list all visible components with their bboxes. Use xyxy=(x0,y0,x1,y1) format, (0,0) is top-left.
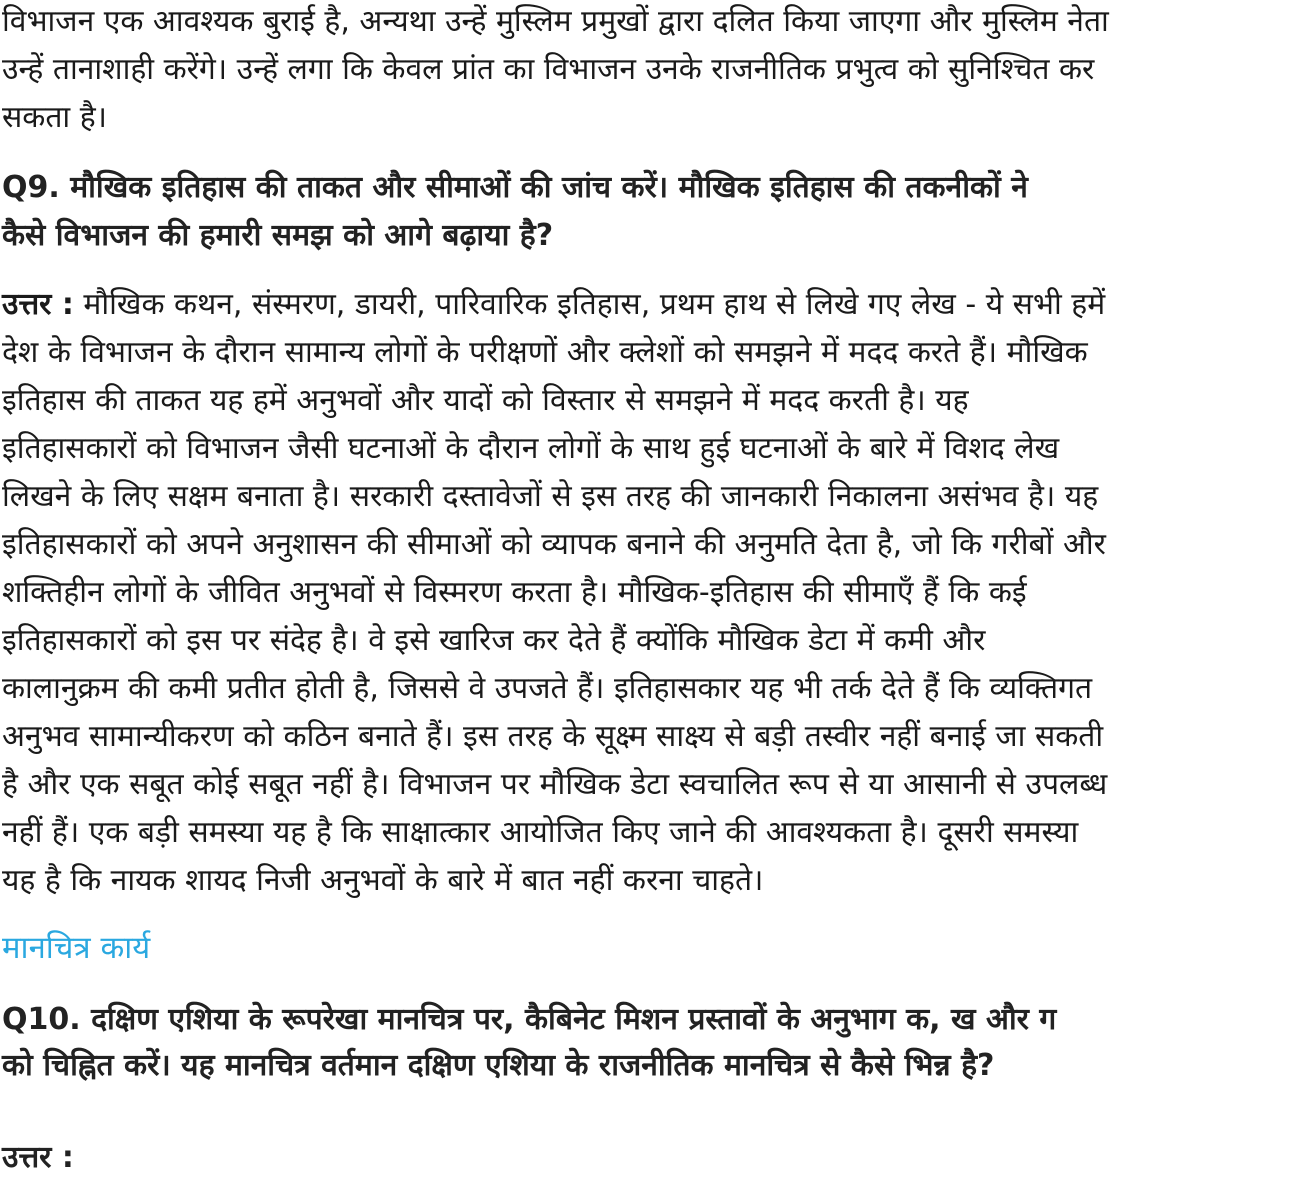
paragraph-line: उन्हें तानाशाही करेंगे। उन्हें लगा कि केवल प्रांत का विभाजन उनके राजनीतिक प्रभुत्व को सुनिश्चित कर xyxy=(2,52,1095,87)
answer-line: लिखने के लिए सक्षम बनाता है। सरकारी दस्तावेजों से इस तरह की जानकारी निकालना असंभव है। यह xyxy=(2,479,1099,514)
answer-9-first-line xyxy=(2,285,1105,325)
answer-line: अनुभव सामान्यीकरण को कठिन बनाते हैं। इस तरह के सूक्ष्म साक्ष्य से बड़ी तस्वीर नहीं बनाई जा सकती xyxy=(2,719,1104,754)
answer-label: उत्तर : xyxy=(2,287,74,322)
paragraph-line: विभाजन एक आवश्यक बुराई है, अन्यथा उन्हें मुस्लिम प्रमुखों द्वारा दलित किया जाएगा और मुस्लिम नेता xyxy=(2,4,1109,39)
question-10-line: Q10. दक्षिण एशिया के रूपरेखा मानचित्र पर, कैबिनेट मिशन प्रस्तावों के अनुभाग क, ख और ग xyxy=(2,1002,1057,1037)
answer-line: देश के विभाजन के दौरान सामान्य लोगों के परीक्षणों और क्लेशों को समझने में मदद करते हैं। मौखिक xyxy=(2,335,1088,370)
question-10-line: को चिह्नित करें। यह मानचित्र वर्तमान दक्षिण एशिया के राजनीतिक मानचित्र से कैसे भिन्न है? xyxy=(2,1048,995,1083)
answer-line: यह है कि नायक शायद निजी अनुभवों के बारे में बात नहीं करना चाहते। xyxy=(2,863,764,898)
answer-line: शक्तिहीन लोगों के जीवित अनुभवों से विस्मरण करता है। मौखिक-इतिहास की सीमाएँ हैं कि कई xyxy=(2,575,1027,610)
answer-line: इतिहास की ताकत यह हमें अनुभवों और यादों को विस्तार से समझने में मदद करती है। यह xyxy=(2,383,969,418)
answer-text: मौखिक कथन, संस्मरण, डायरी, पारिवारिक इतिहास, प्रथम हाथ से लिखे गए लेख - ये सभी हमें xyxy=(73,287,1106,322)
question-9-line: कैसे विभाजन की हमारी समझ को आगे बढ़ाया है? xyxy=(2,218,554,253)
answer-line: नहीं हैं। एक बड़ी समस्या यह है कि साक्षात्कार आयोजित किए जाने की आवश्यकता है। दूसरी समस्या xyxy=(2,815,1079,850)
paragraph-line: सकता है। xyxy=(2,100,108,135)
answer-line: है और एक सबूत कोई सबूत नहीं है। विभाजन पर मौखिक डेटा स्वचालित रूप से या आसानी से उपलब्ध xyxy=(2,767,1108,802)
section-heading: मानचित्र कार्य xyxy=(2,930,151,966)
answer-line: इतिहासकारों को इस पर संदेह है। वे इसे खारिज कर देते हैं क्योंकि मौखिक डेटा में कमी और xyxy=(2,623,986,658)
answer-line: इतिहासकारों को अपने अनुशासन की सीमाओं को व्यापक बनाने की अनुमति देता है, जो कि गरीबों और xyxy=(2,527,1106,562)
answer-10-label: उत्तर : xyxy=(2,1140,74,1175)
question-9-line: Q9. मौखिक इतिहास की ताकत और सीमाओं की जांच करें। मौखिक इतिहास की तकनीकों ने xyxy=(2,170,1028,205)
answer-line: इतिहासकारों को विभाजन जैसी घटनाओं के दौरान लोगों के साथ हुई घटनाओं के बारे में विशद लेख xyxy=(2,431,1060,466)
answer-line: कालानुक्रम की कमी प्रतीत होती है, जिससे वे उपजते हैं। इतिहासकार यह भी तर्क देते हैं कि व्यक्तिगत xyxy=(2,671,1093,706)
